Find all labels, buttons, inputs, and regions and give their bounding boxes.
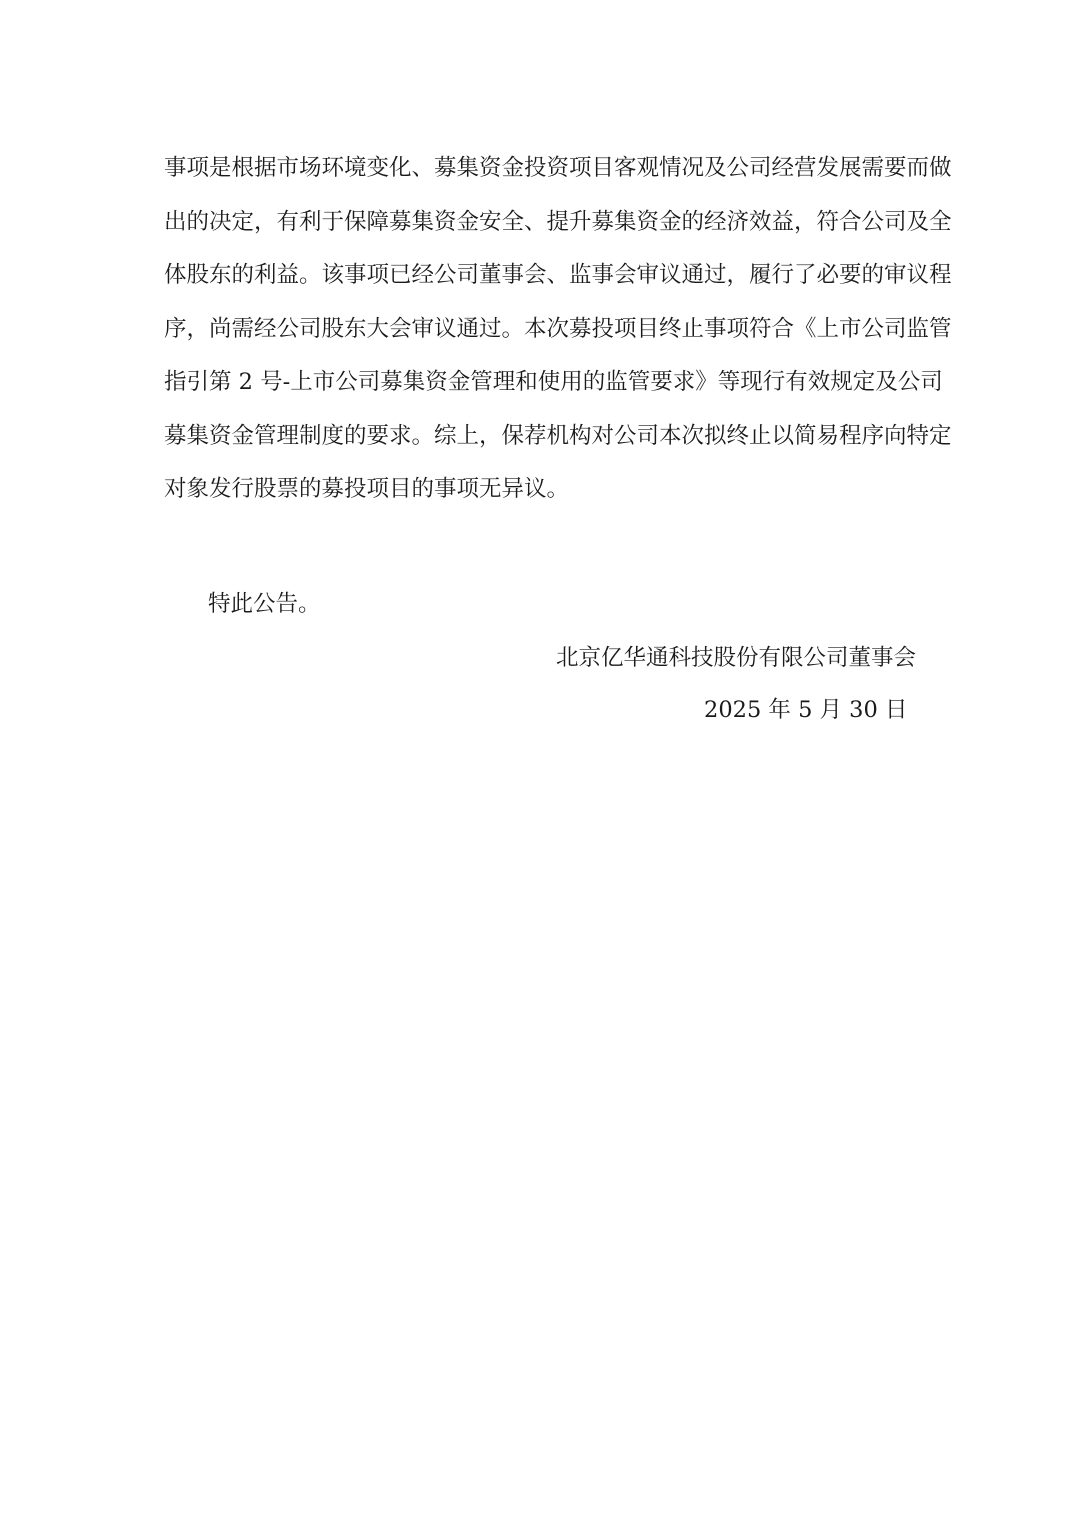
paragraph-line: 出的决定，有利于保障募集资金安全、提升募集资金的经济效益，符合公司及全 [164, 208, 952, 235]
closing-statement: 特此公告。 [208, 591, 321, 617]
body-paragraph [164, 146, 952, 521]
paragraph-line: 序，尚需经公司股东大会审议通过。本次募投项目终止事项符合《上市公司监管 [164, 315, 952, 342]
paragraph-line: 募集资金管理制度的要求。综上，保荐机构对公司本次拟终止以简易程序向特定 [164, 422, 952, 449]
paragraph-line: 事项是根据市场环境变化、募集资金投资项目客观情况及公司经营发展需要而做 [164, 155, 952, 181]
paragraph-line: 对象发行股票的募投项目的事项无异议。 [164, 476, 570, 502]
paragraph-line: 体股东的利益。该事项已经公司董事会、监事会审议通过，履行了必要的审议程 [164, 262, 952, 288]
signature-date: 2025 年 5 月 30 日 [704, 697, 908, 723]
paragraph-line: 指引第 2 号-上市公司募集资金管理和使用的监管要求》等现行有效规定及公司 [164, 369, 943, 395]
signature-issuer: 北京亿华通科技股份有限公司董事会 [555, 645, 916, 671]
